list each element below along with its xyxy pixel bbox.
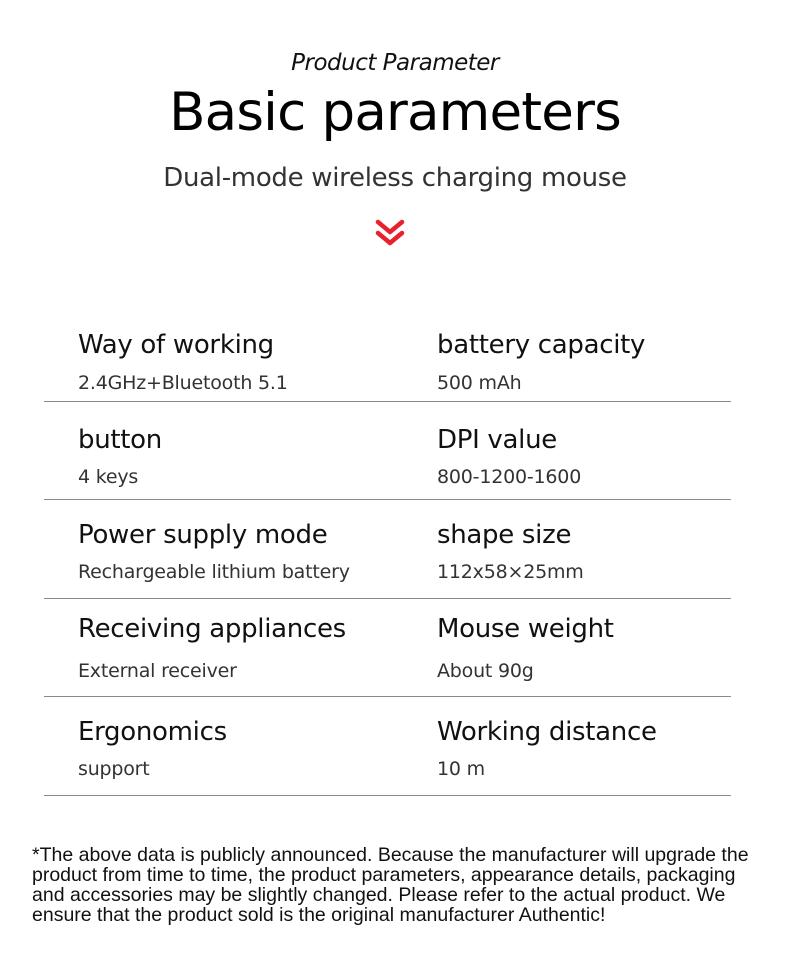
page-subtitle: Dual-mode wireless charging mouse bbox=[163, 163, 627, 193]
parameter-value: Rechargeable lithium battery bbox=[78, 561, 350, 583]
parameter-label: shape size bbox=[437, 520, 572, 550]
page-title: Basic parameters bbox=[169, 82, 621, 143]
parameter-label: Mouse weight bbox=[437, 614, 614, 644]
parameter-value: 4 keys bbox=[78, 466, 139, 488]
parameter-table bbox=[44, 310, 731, 796]
parameter-row bbox=[44, 402, 731, 500]
parameter-label: Receiving appliances bbox=[78, 614, 346, 644]
parameter-row bbox=[44, 599, 731, 697]
parameter-label: battery capacity bbox=[437, 330, 646, 360]
parameter-value: External receiver bbox=[78, 660, 237, 682]
double-chevron-down-icon bbox=[374, 218, 406, 250]
parameter-value: 112x58×25mm bbox=[437, 561, 584, 583]
parameter-label: button bbox=[78, 425, 162, 455]
parameter-value: support bbox=[78, 758, 150, 780]
parameter-row bbox=[44, 310, 731, 402]
parameter-label: DPI value bbox=[437, 425, 557, 455]
parameter-value: 10 m bbox=[437, 758, 485, 780]
parameter-value: About 90g bbox=[437, 660, 534, 682]
parameter-label: Ergonomics bbox=[78, 717, 227, 747]
section-kicker: Product Parameter bbox=[291, 50, 499, 76]
disclaimer-footnote: *The above data is publicly announced. Because the manufacturer will upgrade the product from time to time, the product parameters, appearance details, packaging and accessories may be slightly changed. Please refer to the actual product. We ensure that the product sold is the original manufacturer Authentic! bbox=[32, 844, 749, 926]
parameter-label: Working distance bbox=[437, 717, 657, 747]
parameter-label: Power supply mode bbox=[78, 520, 328, 550]
parameter-value: 500 mAh bbox=[437, 372, 522, 394]
parameter-value: 800-1200-1600 bbox=[437, 466, 582, 488]
parameter-label: Way of working bbox=[78, 330, 274, 360]
parameter-row bbox=[44, 500, 731, 599]
parameter-row bbox=[44, 697, 731, 796]
parameter-value: 2.4GHz+Bluetooth 5.1 bbox=[78, 372, 288, 394]
